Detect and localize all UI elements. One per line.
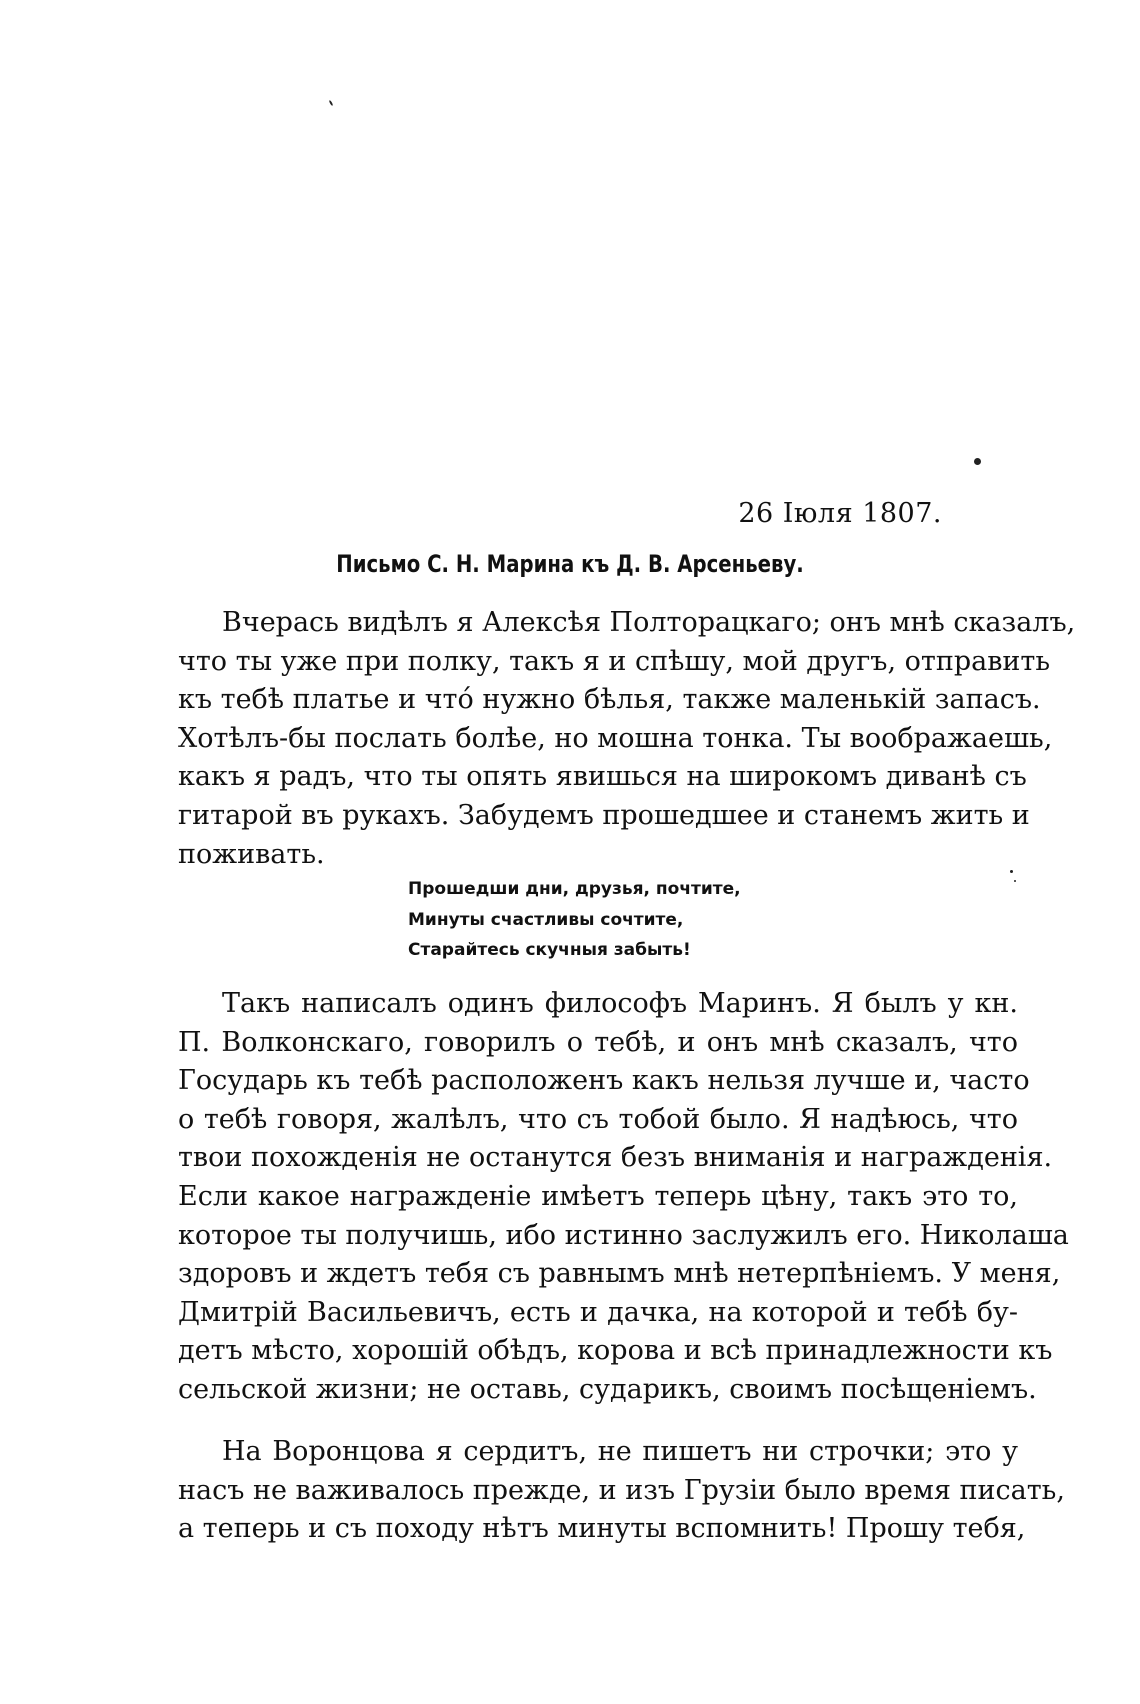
text-line: Если какое награжденіе имѣетъ теперь цѣну, такъ это то, (178, 1180, 1018, 1212)
text-line: которое ты получишь, ибо истинно заслужилъ его. Николаша (178, 1219, 1069, 1251)
text-line: детъ мѣсто, хорошій обѣдъ, корова и всѣ принадлежности къ (178, 1335, 1053, 1367)
scan-speck (329, 100, 334, 106)
text-line: На Воронцова я сердитъ, не пишетъ ни строчки; это у (222, 1436, 1018, 1467)
text-line: твои похожденія не останутся безъ вниманія и награжденія. (178, 1142, 1053, 1174)
text-line: къ тебѣ платье и чтó нужно бѣлья, также маленькій запасъ. (178, 684, 1041, 716)
text-line: гитарой въ рукахъ. Забудемъ прошедшее и станемъ жить и (178, 799, 1030, 831)
text-line: насъ не важивалось прежде, и изъ Грузіи было время писать, (178, 1474, 1065, 1506)
text-line: Государь къ тебѣ расположенъ какъ нельзя лучше и, часто (178, 1065, 1030, 1097)
paragraph-3 (178, 1433, 1065, 1549)
verse-line: Прошедши дни, друзья, почтите, (408, 879, 741, 899)
text-line: поживать. (178, 838, 325, 870)
letter-date: 26 Іюля 1807. (738, 498, 942, 529)
text-line: а теперь и съ походу нѣтъ минуты вспомнить! Прошу тебя, (178, 1513, 1026, 1545)
scan-speck (974, 458, 981, 465)
letter-title: Письмо С. Н. Марина къ Д. В. Арсеньеву. (336, 550, 804, 578)
verse-quote (408, 874, 808, 966)
text-line: Хотѣлъ-бы послать болѣе, но мошна тонка. Ты воображаешь, (178, 722, 1053, 754)
text-line: П. Волконскаго, говорилъ о тебѣ, и онъ мнѣ сказалъ, что (178, 1026, 1018, 1058)
text-line: Такъ написалъ одинъ философъ Маринъ. Я былъ у кн. (222, 988, 1018, 1019)
paragraph-1 (178, 604, 1076, 874)
text-line: Вчерась видѣлъ я Алексѣя Полторацкаго; онъ мнѣ сказалъ, (222, 607, 1076, 638)
verse-line: Минуты счастливы сочтите, (408, 909, 684, 930)
text-line: сельской жизни; не оставь, сударикъ, своимъ посѣщеніемъ. (178, 1373, 1037, 1405)
text-line: какъ я радъ, что ты опять явишься на широкомъ диванѣ съ (178, 761, 1027, 793)
text-line: о тебѣ говоря, жалѣлъ, что съ тобой было. Я надѣюсь, что (178, 1103, 1018, 1135)
paragraph-2 (178, 985, 1069, 1410)
text-line: что ты уже при полку, такъ я и спѣшу, мой другъ, отправить (178, 645, 1051, 677)
verse-line: Старайтесь скучныя забыть! (408, 940, 691, 960)
scan-speck (1014, 880, 1016, 882)
text-line: здоровъ и ждетъ тебя съ равнымъ мнѣ нетерпѣніемъ. У меня, (178, 1258, 1061, 1290)
text-line: Дмитрій Васильевичъ, есть и дачка, на которой и тебѣ бу- (178, 1296, 1018, 1328)
